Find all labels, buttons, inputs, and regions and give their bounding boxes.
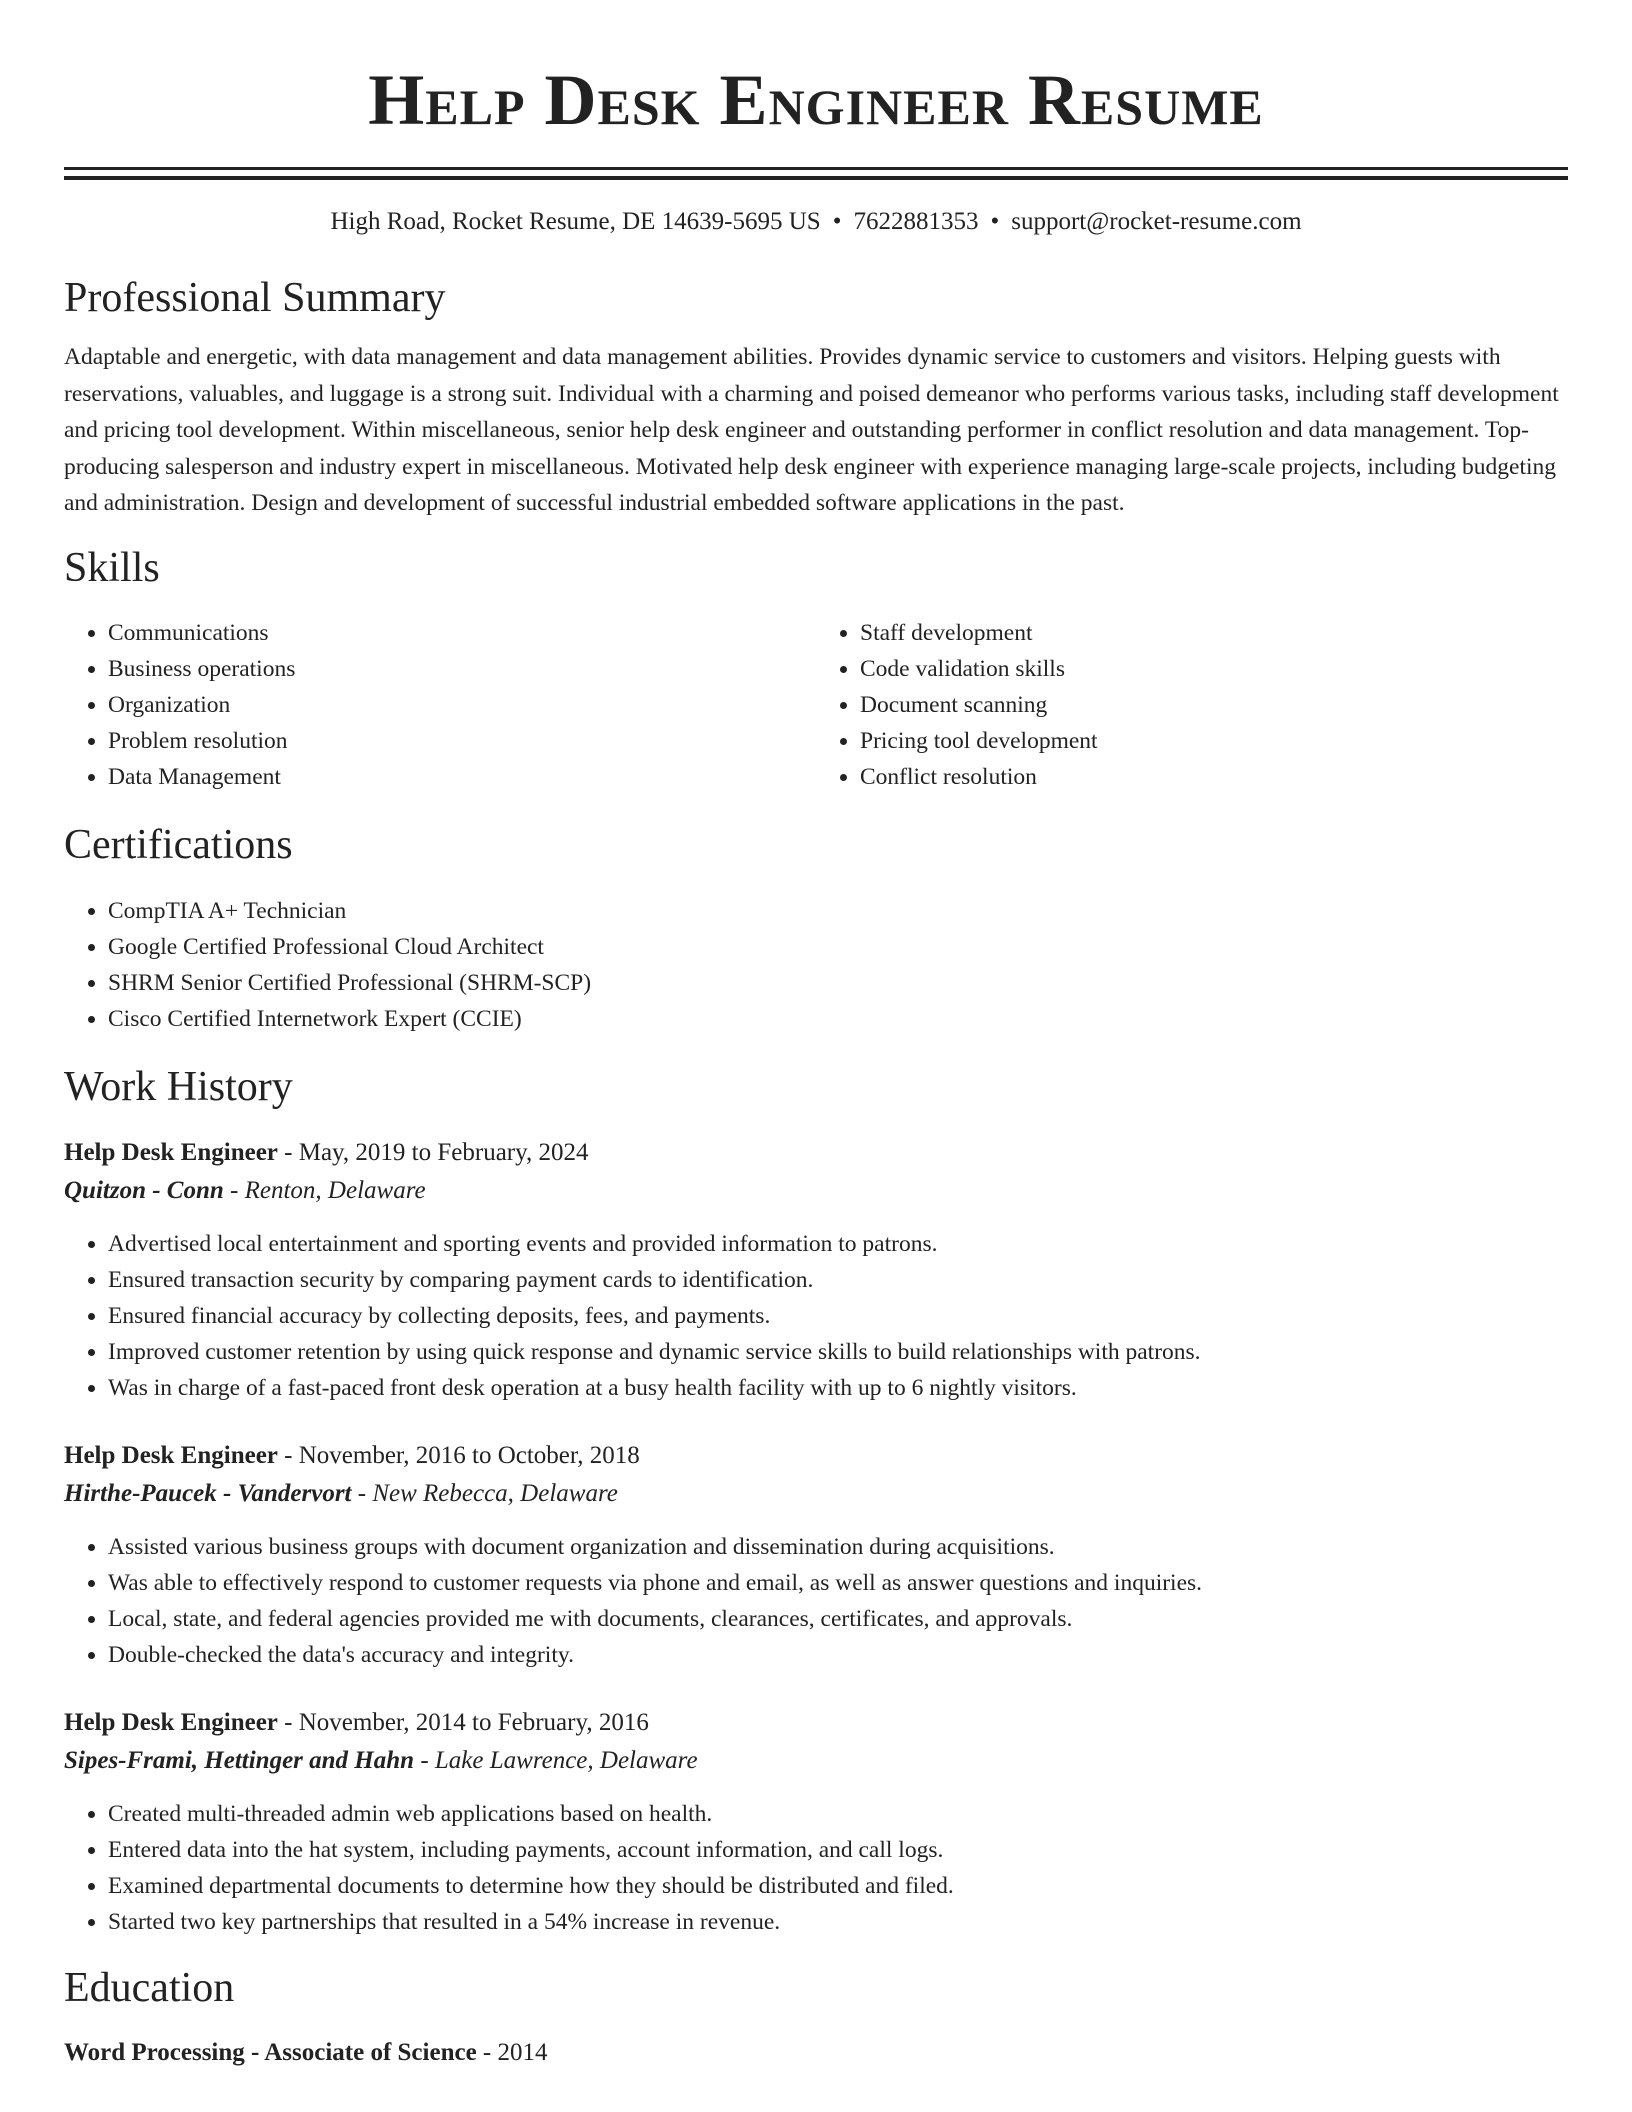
certifications-list — [64, 893, 1568, 1037]
job-title-line — [64, 1134, 1568, 1172]
summary-text: Adaptable and energetic, with data management and data management abilities. Provides dynamic service to customers and visitors. Helping guests with reservations, valuables, and luggage is a strong suit. Individual with a charming and poised demeanor who performs various tasks, including staff development and pricing tool development. Within miscellaneous, senior help desk engineer and outstanding performer in conflict resolution and data management. Top-producing salesperson and industry expert in miscellaneous. Motivated help desk engineer with experience managing large-scale projects, including budgeting and administration. Design and development of successful industrial embedded software applications in the past. — [64, 344, 1559, 516]
skills-list-right — [816, 615, 1568, 795]
skill-item: • Problem resolution — [108, 723, 816, 759]
education-heading: Education — [64, 1964, 235, 2011]
contact-separator: • — [990, 208, 1000, 235]
job-bullet: • Advertised local entertainment and sporting events and provided information to patrons. — [108, 1226, 1568, 1262]
job-company: Hirthe-Paucek - Vandervort — [64, 1479, 352, 1507]
job-entry — [64, 1134, 1568, 1406]
skills-heading: Skills — [64, 544, 160, 591]
skill-item: • Conflict resolution — [860, 759, 1568, 795]
summary-heading: Professional Summary — [64, 275, 446, 321]
job-title-line — [64, 1704, 1568, 1742]
job-bullet: • Ensured financial accuracy by collecting deposits, fees, and payments. — [108, 1298, 1568, 1334]
skill-item: • Staff development — [860, 615, 1568, 651]
certification-item: • SHRM Senior Certified Professional (SHRM-SCP) — [108, 965, 1568, 1001]
certifications-heading: Certifications — [64, 821, 293, 868]
certification-item: • CompTIA A+ Technician — [108, 893, 1568, 929]
contact-email: support@rocket-resume.com — [1011, 208, 1302, 235]
job-company-line — [64, 1742, 1568, 1780]
job-title: Help Desk Engineer — [64, 1138, 278, 1166]
job-bullets — [64, 1796, 1568, 1940]
job-bullet: • Double-checked the data's accuracy and integrity. — [108, 1637, 1568, 1673]
job-bullet: • Created multi-threaded admin web applications based on health. — [108, 1796, 1568, 1832]
skills-list-left — [64, 615, 816, 795]
job-dates: - November, 2014 to February, 2016 — [277, 1708, 649, 1736]
job-bullet: • Examined departmental documents to determine how they should be distributed and filed. — [108, 1868, 1568, 1904]
skill-item: • Communications — [108, 615, 816, 651]
job-bullet: • Was in charge of a fast-paced front desk operation at a busy health facility with up to 6 nightly visitors. — [108, 1370, 1568, 1406]
education-degree: Word Processing - Associate of Science — [64, 2038, 477, 2066]
job-dates: - November, 2016 to October, 2018 — [277, 1441, 640, 1469]
job-entry — [64, 1437, 1568, 1673]
job-bullet: • Started two key partnerships that resulted in a 54% increase in revenue. — [108, 1904, 1568, 1940]
skill-item: • Data Management — [108, 759, 816, 795]
job-bullet: • Local, state, and federal agencies provided me with documents, clearances, certificates, and approvals. — [108, 1601, 1568, 1637]
job-bullet: • Assisted various business groups with document organization and dissemination during acquisitions. — [108, 1529, 1568, 1565]
job-bullet: • Improved customer retention by using quick response and dynamic service skills to build relationships with patrons. — [108, 1334, 1568, 1370]
job-location: - Renton, Delaware — [223, 1176, 426, 1204]
contact-separator: • — [832, 208, 842, 235]
contact-address: High Road, Rocket Resume, DE 14639-5695 US — [330, 208, 821, 235]
job-bullet: • Entered data into the hat system, including payments, account information, and call logs. — [108, 1832, 1568, 1868]
contact-line — [64, 206, 1568, 238]
work-history-heading: Work History — [64, 1063, 293, 1110]
title-divider — [64, 167, 1568, 170]
contact-phone: 7622881353 — [853, 208, 979, 235]
skill-item: • Organization — [108, 687, 816, 723]
job-entry — [64, 1704, 1568, 1940]
job-title: Help Desk Engineer — [64, 1441, 278, 1469]
job-dates: - May, 2019 to February, 2024 — [277, 1138, 589, 1166]
education-entry — [64, 2034, 1568, 2072]
job-company-line — [64, 1475, 1568, 1513]
job-title-line — [64, 1437, 1568, 1475]
certification-item: • Google Certified Professional Cloud Architect — [108, 929, 1568, 965]
job-location: - New Rebecca, Delaware — [351, 1479, 618, 1507]
education-year: - 2014 — [476, 2038, 548, 2066]
skill-item: • Document scanning — [860, 687, 1568, 723]
certification-item: • Cisco Certified Internetwork Expert (CCIE) — [108, 1001, 1568, 1037]
job-bullet: • Ensured transaction security by comparing payment cards to identification. — [108, 1262, 1568, 1298]
job-bullets — [64, 1529, 1568, 1673]
job-bullet: • Was able to effectively respond to customer requests via phone and email, as well as answer questions and inquiries. — [108, 1565, 1568, 1601]
job-company-line — [64, 1172, 1568, 1210]
resume-page — [64, 0, 1568, 2072]
skills-columns — [64, 615, 1568, 795]
skill-item: • Business operations — [108, 651, 816, 687]
skill-item: • Code validation skills — [860, 651, 1568, 687]
job-location: - Lake Lawrence, Delaware — [414, 1746, 698, 1774]
job-bullets — [64, 1226, 1568, 1406]
skill-item: • Pricing tool development — [860, 723, 1568, 759]
job-company: Quitzon - Conn — [64, 1176, 224, 1204]
job-company: Sipes-Frami, Hettinger and Hahn — [64, 1746, 415, 1774]
job-title: Help Desk Engineer — [64, 1708, 278, 1736]
resume-title: Help Desk Engineer Resume — [368, 60, 1264, 140]
